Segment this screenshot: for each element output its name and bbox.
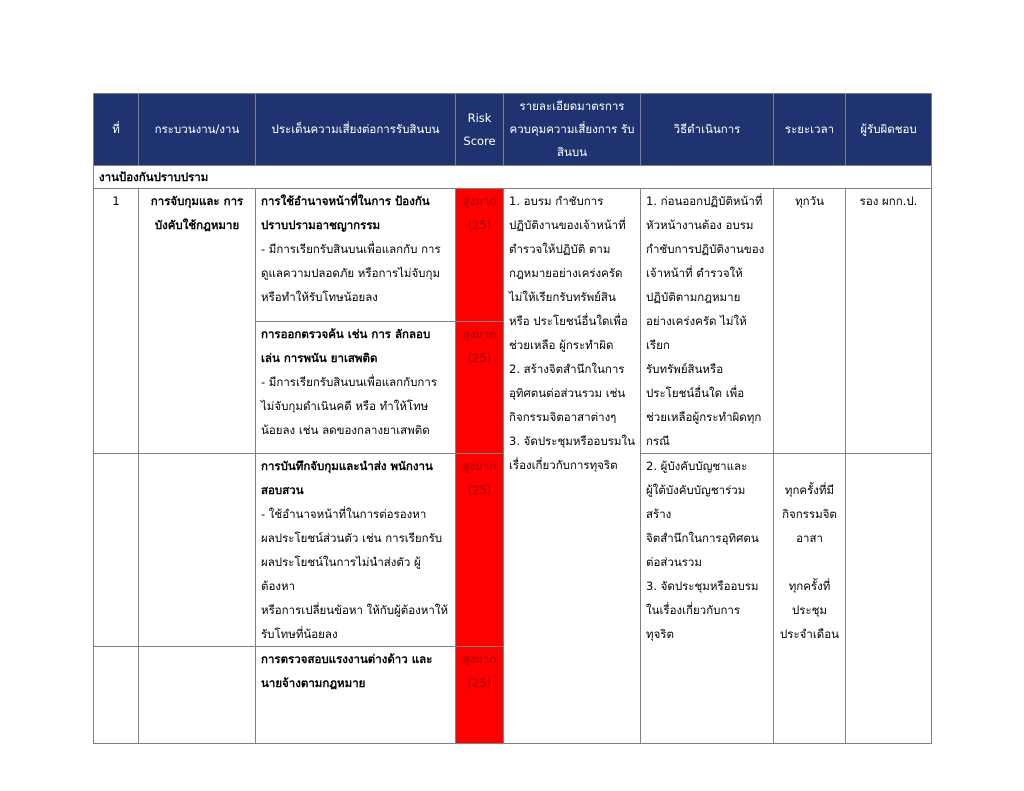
risk-detail-line: หรือทำให้รับโทษน้อยลง: [261, 290, 378, 304]
period-line: ทุกครั้งที่มี: [784, 483, 835, 497]
period-line: ประชุม: [791, 603, 828, 617]
risk-detail-line: - มีการเรียกรับสินบนเพื่อแลกกับ การ: [261, 242, 441, 256]
risk-score-cell: [456, 647, 504, 744]
period-cell-bottom: [774, 454, 846, 744]
method-line: ในเรื่องเกี่ยวกับการทุจริต: [646, 603, 741, 641]
risk-score-level: สูงมาก: [462, 459, 497, 473]
risk-detail-line: - ใช้อำนาจหน้าที่ในการต่อรองหา: [261, 507, 427, 521]
control-line: กฎหมายอย่างเคร่งครัด: [509, 266, 623, 280]
control-line: 1. อบรม กำชับการ: [509, 194, 604, 208]
method-line: จิตสำนึกในการอุทิศตน: [646, 531, 759, 545]
method-line: กรณี: [646, 434, 670, 448]
risk-detail-line: รับโทษที่น้อยลง: [261, 627, 338, 641]
method-line: ประโยชน์อื่นใด เพื่อ: [646, 386, 745, 400]
header-control-detail: [504, 94, 641, 166]
method-line: ผู้ใต้บังคับบัญชาร่วมสร้าง: [646, 483, 746, 521]
control-line: เรื่องเกี่ยวกับการทุจริต: [509, 458, 618, 472]
header-risk-score-line: Score: [463, 133, 496, 148]
control-line: ไม่ให้เรียกรับทรัพย์สิน: [509, 290, 616, 304]
responsible-cell: รอง ผกก.ป.: [846, 189, 932, 454]
control-line: ปฏิบัติงานของเจ้าหน้าที่: [509, 218, 626, 232]
risk-detail-line: หรือการเปลี่ยนข้อหา ให้กับผู้ต้องหาให้: [261, 603, 449, 617]
method-line: เจ้าหน้าที่ ตำรวจให้: [646, 266, 743, 280]
header-row: [94, 94, 932, 166]
method-line: ช่วยเหลือผู้กระทำผิดทุก: [646, 410, 762, 424]
header-period: ระยะเวลา: [774, 94, 846, 166]
risk-title-line: ปราบปรามอาชญากรรม: [261, 218, 381, 232]
method-line: 3. จัดประชุมหรืออบรม: [646, 579, 759, 593]
risk-issue-cell: [256, 647, 456, 744]
header-control-line: สินบน: [556, 145, 588, 159]
period-line: ประจำเดือน: [779, 627, 840, 641]
risk-detail-line: ดูแลความปลอดภัย หรือการไม่จับกุม: [261, 266, 441, 280]
header-responsible: ผู้รับผิดชอบ: [846, 94, 932, 166]
method-line: ปฏิบัติตามกฎหมาย: [646, 290, 741, 304]
control-line: 3. จัดประชุมหรืออบรมใน: [509, 434, 635, 448]
control-line: หรือ ประโยชน์อื่นใดเพื่อ: [509, 314, 628, 328]
control-line: อุทิศตนต่อส่วนรวม เช่น: [509, 386, 626, 400]
risk-title-line: การใช้อำนาจหน้าที่ในการ ป้องกัน: [261, 194, 430, 208]
risk-score-cell: [456, 321, 504, 454]
period-cell-top: ทุกวัน: [774, 189, 846, 454]
method-line: หัวหน้างานต้อง อบรม: [646, 218, 754, 232]
header-risk-score-line: Risk: [467, 110, 492, 125]
process-cell-empty: [139, 647, 256, 744]
risk-score-level: สูงมาก: [462, 652, 497, 666]
period-line: ทุกครั้งที่: [788, 579, 831, 593]
risk-title-line: การออกตรวจค้น เช่น การ ลักลอบ: [261, 326, 431, 341]
risk-title-line: การตรวจสอบแรงงานต่างด้าว และ: [261, 652, 433, 666]
method-line: 2. ผู้บังคับบัญชาและ: [646, 459, 748, 473]
risk-title-line: การบันทึกจับกุมและนำส่ง พนักงาน: [261, 459, 433, 473]
risk-issue-cell: [256, 321, 456, 454]
header-method: วิธีดำเนินการ: [641, 94, 774, 166]
control-line: ช่วยเหลือ ผู้กระทำผิด: [509, 338, 614, 352]
method-line: กำชับการปฏิบัติงานของ: [646, 242, 765, 256]
section-title: งานป้องกันปราบปราม: [94, 166, 932, 189]
method-line: ต่อส่วนรวม: [646, 555, 702, 569]
risk-score-cell: [456, 189, 504, 322]
risk-score-value: (25): [467, 218, 492, 232]
risk-title-line: นายจ้างตามกฎหมาย: [261, 676, 366, 690]
risk-score-value: (25): [467, 483, 492, 497]
risk-score-value: (25): [467, 350, 492, 365]
row-number: 1: [94, 189, 139, 454]
risk-issue-cell: [256, 189, 456, 322]
process-cell-empty: [139, 454, 256, 647]
control-line: ตำรวจให้ปฏิบัติ ตาม: [509, 242, 611, 256]
header-control-line: รายละเอียดมาตรการ: [519, 99, 625, 113]
header-risk-issue: ประเด็นความเสี่ยงต่อการรับสินบน: [256, 94, 456, 166]
risk-score-level: สูงมาก: [462, 326, 497, 341]
risk-title-line: เล่น การพนัน ยาเสพติด: [261, 350, 378, 365]
responsible-cell-empty: [846, 454, 932, 744]
header-risk-score: [456, 94, 504, 166]
process-line: บังคับใช้กฎหมาย: [154, 218, 240, 232]
section-row: [94, 166, 932, 189]
period-line: กิจกรรมจิต: [782, 507, 837, 521]
period-line: อาสา: [796, 531, 823, 545]
method-line: อย่างเคร่งครัด ไม่ให้เรียก: [646, 314, 747, 352]
risk-table: [93, 93, 932, 744]
risk-issue-cell: [256, 454, 456, 647]
method-line: 1. ก่อนออกปฏิบัติหน้าที่: [646, 194, 763, 208]
control-detail-cell: [504, 189, 641, 744]
header-no: ที่: [94, 94, 139, 166]
risk-detail-line: ผลประโยชน์ส่วนตัว เช่น การเรียกรับ: [261, 531, 443, 545]
risk-detail-line: น้อยลง เช่น ลดของกลางยาเสพติด: [261, 422, 430, 437]
risk-title-line: สอบสวน: [261, 483, 304, 497]
row-number-empty: [94, 454, 139, 647]
method-line: รับทรัพย์สินหรือ: [646, 362, 724, 376]
risk-score-cell: [456, 454, 504, 647]
spacer: [779, 550, 840, 574]
control-line: 2. สร้างจิตสำนึกในการ: [509, 362, 625, 376]
risk-detail-line: ผลประโยชน์ในการไม่นำส่งตัว ผู้ต้องหา: [261, 555, 421, 593]
risk-score-value: (25): [467, 676, 492, 690]
control-line: กิจกรรมจิตอาสาต่างๆ: [509, 410, 617, 424]
spacer: [779, 454, 840, 478]
risk-detail-line: ไม่จับกุมดำเนินคดี หรือ ทำให้โทษ: [261, 398, 429, 413]
risk-detail-line: - มีการเรียกรับสินบนเพื่อแลกกับการ: [261, 374, 438, 389]
row-number-empty: [94, 647, 139, 744]
risk-score-level: สูงมาก: [462, 194, 497, 208]
table-row: [94, 189, 932, 322]
process-cell: [139, 189, 256, 454]
header-control-line: ควบคุมความเสี่ยงการ รับ: [509, 122, 635, 136]
method-cell-bottom: [641, 454, 774, 744]
method-cell-top: [641, 189, 774, 454]
header-process: กระบวนงาน/งาน: [139, 94, 256, 166]
process-line: การจับกุมและ การ: [150, 194, 244, 208]
